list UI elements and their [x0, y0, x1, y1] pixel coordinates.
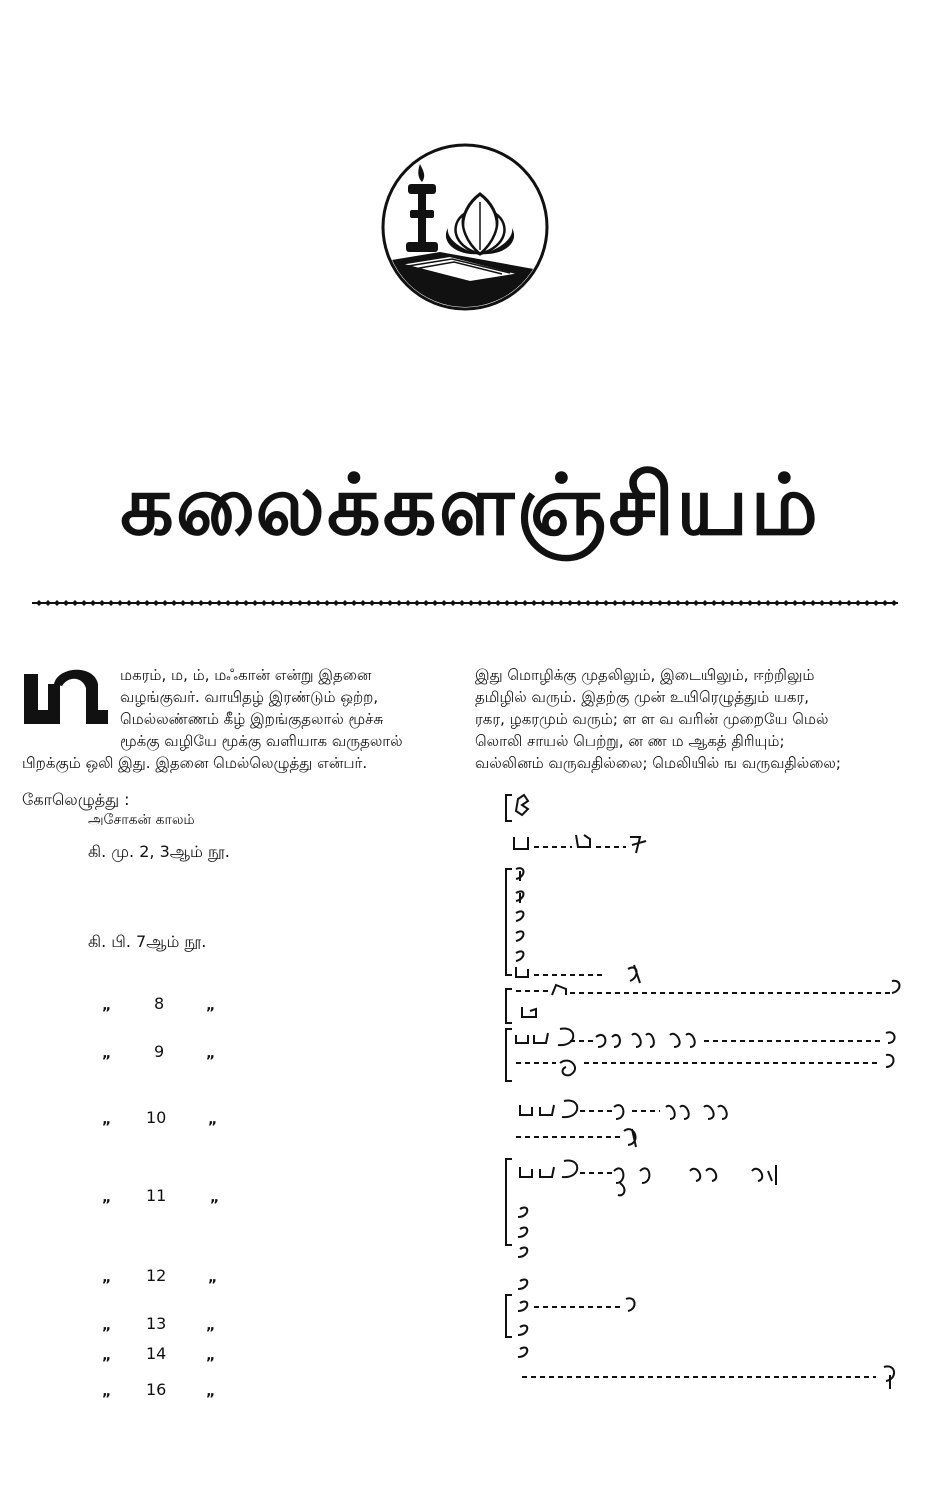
entry-paragraph-right — [475, 664, 905, 774]
divider-diamond — [567, 600, 573, 606]
ditto-mark: „ — [206, 998, 216, 1014]
divider-diamond — [873, 600, 879, 606]
entry-initial-letter — [22, 664, 112, 726]
ditto-mark: „ — [208, 1112, 218, 1128]
century-label: 13 — [146, 1314, 167, 1333]
divider-diamond — [882, 600, 888, 606]
ditto-mark: „ — [102, 1384, 112, 1400]
divider-diamond — [477, 600, 483, 606]
divider-diamond — [333, 600, 339, 606]
divider-diamond — [441, 600, 447, 606]
text-line: வல்லினம் வருவதில்லை; மெலியில் ங வருவதில்லை; — [475, 754, 841, 772]
divider-diamond — [891, 600, 897, 606]
divider-diamond — [342, 600, 348, 606]
divider-diamond — [405, 600, 411, 606]
divider-diamond — [612, 600, 618, 606]
divider-diamond — [549, 600, 555, 606]
decorative-divider — [32, 596, 898, 610]
divider-diamond — [621, 600, 627, 606]
entry-paragraph-left — [120, 664, 458, 752]
divider-diamond — [252, 600, 258, 606]
divider-diamond — [153, 600, 159, 606]
divider-diamond — [189, 600, 195, 606]
page-title: கலைக்களஞ்சியம் — [120, 456, 820, 554]
divider-diamond — [207, 600, 213, 606]
ditto-mark: „ — [206, 1384, 216, 1400]
divider-diamond — [270, 600, 276, 606]
divider-diamond — [369, 600, 375, 606]
century-label: 16 — [146, 1380, 167, 1399]
divider-diamond — [414, 600, 420, 606]
text-line: இது மொழிக்கு முதலிலும், இடையிலும், ஈற்றிலும் — [475, 666, 815, 684]
divider-diamond — [846, 600, 852, 606]
divider-diamond — [576, 600, 582, 606]
divider-diamond — [684, 600, 690, 606]
divider-diamond — [594, 600, 600, 606]
divider-diamond — [243, 600, 249, 606]
divider-diamond — [810, 600, 816, 606]
century-label: 8 — [154, 994, 165, 1013]
divider-diamond — [387, 600, 393, 606]
ditto-mark: „ — [206, 1046, 216, 1062]
ditto-mark: „ — [102, 1190, 112, 1206]
era-label-ad: கி. பி. 7ஆம் நூ. — [88, 932, 207, 951]
divider-diamond — [765, 600, 771, 606]
divider-diamond — [180, 600, 186, 606]
divider-diamond — [432, 600, 438, 606]
divider-diamond — [819, 600, 825, 606]
divider-diamond — [648, 600, 654, 606]
divider-diamond — [486, 600, 492, 606]
divider-diamond — [36, 600, 42, 606]
text-line: மகரம், ம, ம், மஃகான் என்று இதனை — [120, 666, 372, 684]
ditto-mark: „ — [102, 1270, 112, 1286]
script-evolution-figure — [500, 785, 920, 1395]
ditto-mark: „ — [102, 1318, 112, 1334]
divider-diamond — [792, 600, 798, 606]
ditto-mark: „ — [206, 1348, 216, 1364]
divider-diamond — [513, 600, 519, 606]
divider-diamond — [279, 600, 285, 606]
text-line: ரகர, ழகரமும் வரும்; ள ள வ வரின் முறையே மெல் — [475, 710, 829, 728]
divider-diamond — [423, 600, 429, 606]
divider-diamond — [360, 600, 366, 606]
ditto-mark: „ — [102, 998, 112, 1014]
divider-diamond — [378, 600, 384, 606]
lamp-lotus-emblem — [380, 142, 550, 312]
divider-diamond — [504, 600, 510, 606]
divider-diamond — [531, 600, 537, 606]
century-label: 10 — [146, 1108, 167, 1127]
divider-diamond — [522, 600, 528, 606]
divider-diamond — [558, 600, 564, 606]
divider-diamond — [657, 600, 663, 606]
divider-diamond — [306, 600, 312, 606]
divider-diamond — [117, 600, 123, 606]
divider-diamond — [324, 600, 330, 606]
era-label-bc: கி. மு. 2, 3ஆம் நூ. — [88, 842, 230, 861]
divider-diamond — [756, 600, 762, 606]
divider-diamond — [540, 600, 546, 606]
divider-diamond — [99, 600, 105, 606]
divider-diamond — [864, 600, 870, 606]
divider-diamond — [720, 600, 726, 606]
divider-diamond — [81, 600, 87, 606]
divider-diamond — [171, 600, 177, 606]
century-label: 14 — [146, 1344, 167, 1363]
divider-diamond — [666, 600, 672, 606]
divider-diamond — [144, 600, 150, 606]
era-label-asokan: அசோகன் காலம் — [88, 812, 195, 828]
ditto-mark: „ — [206, 1318, 216, 1334]
divider-diamond — [126, 600, 132, 606]
divider-diamond — [90, 600, 96, 606]
divider-diamond — [225, 600, 231, 606]
divider-diamond — [639, 600, 645, 606]
divider-diamond — [603, 600, 609, 606]
divider-diamond — [675, 600, 681, 606]
text-line: பிறக்கும் ஒலி இது. இதனை மெல்லெழுத்து என்பர். — [22, 754, 368, 772]
text-line: மெல்லண்ணம் கீழ் இறங்குதலால் மூச்சு — [120, 710, 384, 728]
divider-diamond — [459, 600, 465, 606]
divider-diamond — [837, 600, 843, 606]
divider-diamond — [108, 600, 114, 606]
ditto-mark: „ — [208, 1270, 218, 1286]
divider-diamond — [828, 600, 834, 606]
ditto-mark: „ — [210, 1190, 220, 1206]
divider-diamond — [54, 600, 60, 606]
divider-diamond — [855, 600, 861, 606]
kolezhuthu-heading: கோலெழுத்து : — [22, 790, 130, 809]
divider-diamond — [72, 600, 78, 606]
divider-diamond — [315, 600, 321, 606]
divider-diamond — [702, 600, 708, 606]
divider-diamond — [297, 600, 303, 606]
divider-diamond — [468, 600, 474, 606]
divider-diamond — [450, 600, 456, 606]
text-line: லொலி சாயல் பெற்று, ன ண ம ஆகத் திரியும்; — [475, 732, 785, 750]
text-line: தமிழில் வரும். இதற்கு முன் உயிரெழுத்தும் யகர, — [475, 688, 809, 706]
century-label: 11 — [146, 1186, 167, 1205]
divider-diamond — [585, 600, 591, 606]
divider-diamond — [774, 600, 780, 606]
century-label: 12 — [146, 1266, 167, 1285]
divider-diamond — [747, 600, 753, 606]
divider-diamond — [261, 600, 267, 606]
divider-diamond — [288, 600, 294, 606]
divider-diamond — [729, 600, 735, 606]
divider-diamond — [198, 600, 204, 606]
divider-diamond — [351, 600, 357, 606]
text-line: வழங்குவர். வாயிதழ் இரண்டும் ஒற்ற, — [120, 688, 379, 706]
century-label: 9 — [154, 1042, 165, 1061]
divider-diamond — [630, 600, 636, 606]
ditto-mark: „ — [102, 1046, 112, 1062]
divider-diamond — [396, 600, 402, 606]
divider-diamond — [711, 600, 717, 606]
divider-diamond — [495, 600, 501, 606]
divider-diamond — [783, 600, 789, 606]
text-line: மூக்கு வழியே மூக்கு வளியாக வருதலால் — [120, 732, 403, 750]
divider-diamond — [216, 600, 222, 606]
ditto-mark: „ — [102, 1348, 112, 1364]
divider-diamond — [738, 600, 744, 606]
divider-diamond — [801, 600, 807, 606]
divider-diamond — [234, 600, 240, 606]
divider-diamond — [63, 600, 69, 606]
divider-diamond — [45, 600, 51, 606]
divider-diamond — [162, 600, 168, 606]
ditto-mark: „ — [102, 1112, 112, 1128]
divider-diamond — [135, 600, 141, 606]
divider-diamond — [693, 600, 699, 606]
